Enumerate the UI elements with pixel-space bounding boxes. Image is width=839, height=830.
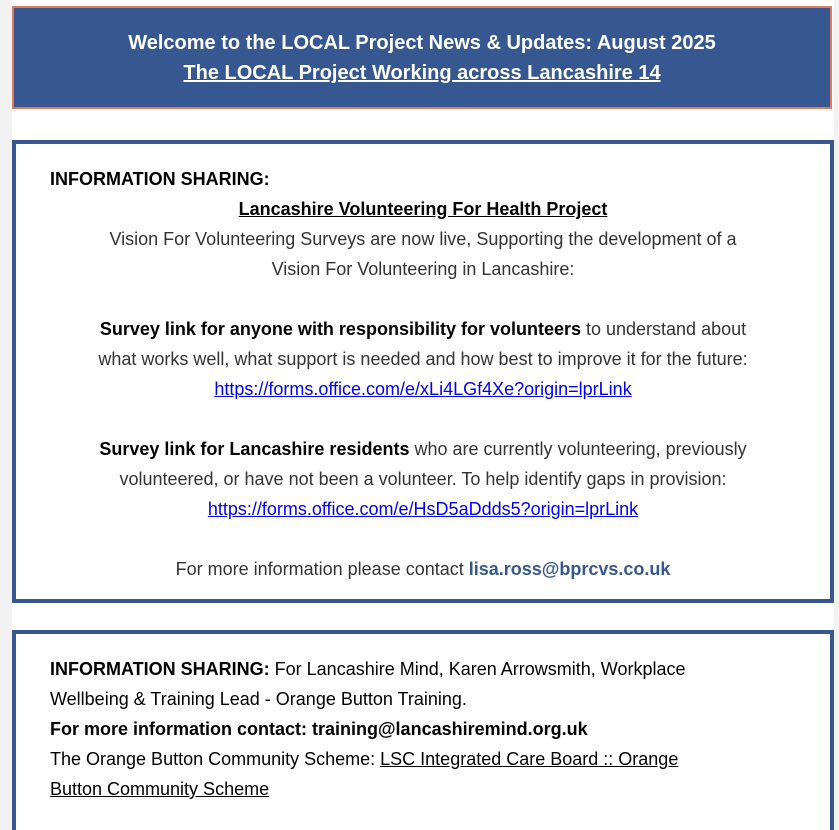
section-label: INFORMATION SHARING: xyxy=(50,169,270,189)
survey1-link[interactable]: https://forms.office.com/e/xLi4LGf4Xe?origin=lprLink xyxy=(214,379,632,399)
survey2-text-1: who are currently volunteering, previously xyxy=(409,439,747,459)
survey1-description xyxy=(50,314,796,344)
project-title: Lancashire Volunteering For Health Project xyxy=(238,199,608,219)
contact-text: For more information please contact xyxy=(175,559,469,579)
contact-email-link[interactable]: lisa.ross@bprcvs.co.uk xyxy=(468,559,671,579)
mind-intro-line xyxy=(50,654,796,684)
info-sharing-lancashire-mind-box xyxy=(12,630,834,830)
scheme-line xyxy=(50,744,796,774)
info-sharing-volunteering-box xyxy=(12,140,834,603)
scheme-link-part2[interactable]: Button Community Scheme xyxy=(50,779,270,799)
scheme-text: The Orange Button Community Scheme: xyxy=(50,749,381,769)
mind-line-1: For Lancashire Mind, Karen Arrowsmith, Workplace xyxy=(269,659,686,679)
scheme-link-part1[interactable]: LSC Integrated Care Board :: Orange xyxy=(380,749,679,769)
intro-line-2: Vision For Volunteering in Lancashire: xyxy=(271,259,575,279)
survey1-text-2: what works well, what support is needed and how best to improve it for the future: xyxy=(98,349,748,369)
survey1-text-1: to understand about xyxy=(580,319,747,339)
section-label: INFORMATION SHARING: xyxy=(50,659,270,679)
survey2-link[interactable]: https://forms.office.com/e/HsD5aDdds5?origin=lprLink xyxy=(207,499,639,519)
mind-contact-line: For more information contact: training@lancashiremind.org.uk xyxy=(50,719,588,739)
newsletter-header xyxy=(12,6,832,109)
header-subtitle: The LOCAL Project Working across Lancashire 14 xyxy=(183,62,661,84)
intro-line-1: Vision For Volunteering Surveys are now live, Supporting the development of a xyxy=(109,229,737,249)
survey2-heading: Survey link for Lancashire residents xyxy=(99,439,410,459)
survey2-text-2: volunteered, or have not been a volunteer. To help identify gaps in provision: xyxy=(119,469,727,489)
survey1-heading: Survey link for anyone with responsibility for volunteers xyxy=(99,319,581,339)
mind-line-2: Wellbeing & Training Lead - Orange Button Training. xyxy=(50,689,467,709)
header-title: Welcome to the LOCAL Project News & Updates: August 2025 xyxy=(128,32,716,54)
contact-line xyxy=(50,554,796,584)
survey2-description xyxy=(50,434,796,464)
